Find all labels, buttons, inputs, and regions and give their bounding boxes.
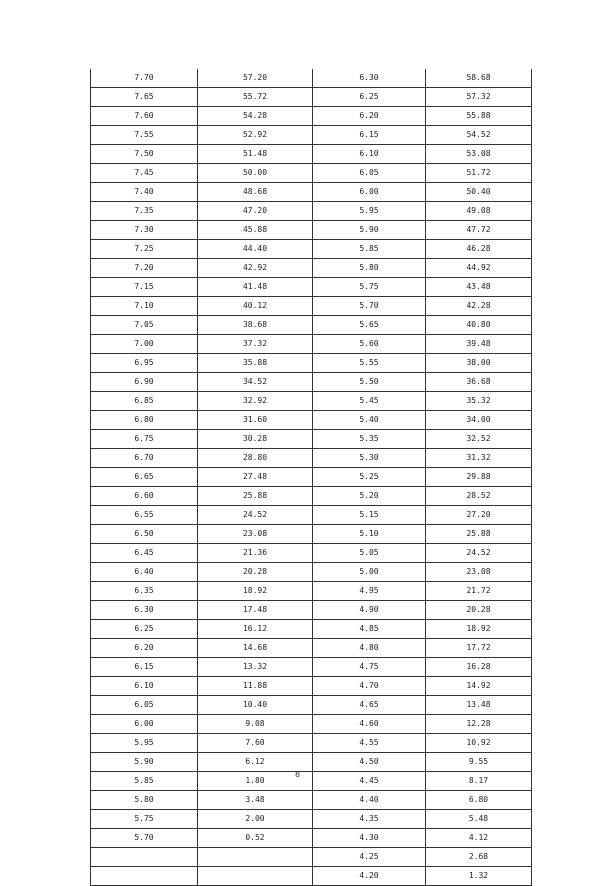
table-cell: 23.08	[426, 563, 532, 582]
table-cell: 35.88	[198, 354, 313, 373]
table-row	[91, 829, 532, 848]
table-cell: 4.70	[313, 677, 426, 696]
table-cell: 6.80	[426, 791, 532, 810]
table-cell: 38.68	[198, 316, 313, 335]
table-cell: 21.72	[426, 582, 532, 601]
table-cell: 7.25	[91, 240, 198, 259]
table-cell: 9.55	[426, 753, 532, 772]
table-cell: 5.75	[91, 810, 198, 829]
table-cell: 37.32	[198, 335, 313, 354]
table-cell: 49.08	[426, 202, 532, 221]
table-cell: 31.60	[198, 411, 313, 430]
table-cell: 6.35	[91, 582, 198, 601]
table-cell: 4.45	[313, 772, 426, 791]
table-cell: 10.92	[426, 734, 532, 753]
table-row	[91, 696, 532, 715]
table-row	[91, 506, 532, 525]
table-cell: 7.60	[91, 107, 198, 126]
table-cell: 6.00	[313, 183, 426, 202]
table-cell: 25.88	[426, 525, 532, 544]
table-row	[91, 563, 532, 582]
table-cell: 24.52	[198, 506, 313, 525]
table-cell: 4.40	[313, 791, 426, 810]
table-row	[91, 658, 532, 677]
table-row	[91, 411, 532, 430]
table-cell: 7.70	[91, 69, 198, 88]
table-cell: 7.60	[198, 734, 313, 753]
table-cell: 7.30	[91, 221, 198, 240]
table-cell: 2.68	[426, 848, 532, 867]
table-cell: 27.20	[426, 506, 532, 525]
table-cell: 6.10	[313, 145, 426, 164]
table-cell: 4.80	[313, 639, 426, 658]
table-cell: 32.92	[198, 392, 313, 411]
table-cell: 14.92	[426, 677, 532, 696]
table-cell: 6.95	[91, 354, 198, 373]
table-row	[91, 582, 532, 601]
table-cell: 7.10	[91, 297, 198, 316]
table-cell: 5.85	[91, 772, 198, 791]
table-cell: 5.25	[313, 468, 426, 487]
table-cell: 6.15	[91, 658, 198, 677]
table-cell: 6.15	[313, 126, 426, 145]
table-row	[91, 202, 532, 221]
table-row	[91, 791, 532, 810]
table-cell: 4.60	[313, 715, 426, 734]
table-cell: 3.48	[198, 791, 313, 810]
table-cell: 4.85	[313, 620, 426, 639]
table-cell: 6.40	[91, 563, 198, 582]
table-cell: 31.32	[426, 449, 532, 468]
table-cell: 43.48	[426, 278, 532, 297]
table-cell: 5.48	[426, 810, 532, 829]
table-cell: 23.08	[198, 525, 313, 544]
table-cell: 7.55	[91, 126, 198, 145]
table-row	[91, 316, 532, 335]
table-cell: 29.88	[426, 468, 532, 487]
table-cell: 7.20	[91, 259, 198, 278]
table-cell: 7.35	[91, 202, 198, 221]
table-cell: 17.48	[198, 601, 313, 620]
table-cell: 6.10	[91, 677, 198, 696]
table-cell: 6.75	[91, 430, 198, 449]
table-cell: 55.88	[426, 107, 532, 126]
table-cell: 36.68	[426, 373, 532, 392]
table-cell	[91, 848, 198, 867]
table-cell: 4.20	[313, 867, 426, 886]
table-cell: 55.72	[198, 88, 313, 107]
table-cell: 11.88	[198, 677, 313, 696]
table-cell: 1.80	[198, 772, 313, 791]
table-cell: 9.08	[198, 715, 313, 734]
table-cell: 6.70	[91, 449, 198, 468]
table-cell: 5.50	[313, 373, 426, 392]
table-cell: 47.20	[198, 202, 313, 221]
table-row	[91, 449, 532, 468]
table-cell: 6.80	[91, 411, 198, 430]
table-row	[91, 639, 532, 658]
table-cell: 6.50	[91, 525, 198, 544]
table-row	[91, 278, 532, 297]
table-cell: 48.68	[198, 183, 313, 202]
table-row	[91, 297, 532, 316]
table-cell: 21.36	[198, 544, 313, 563]
table-cell: 6.30	[91, 601, 198, 620]
table-cell: 7.15	[91, 278, 198, 297]
table-cell: 7.00	[91, 335, 198, 354]
table-cell: 8.17	[426, 772, 532, 791]
table-row	[91, 468, 532, 487]
table-cell: 13.32	[198, 658, 313, 677]
page-number: 8	[294, 770, 301, 779]
table-cell: 6.05	[313, 164, 426, 183]
table-row	[91, 373, 532, 392]
table-cell: 28.80	[198, 449, 313, 468]
table-cell: 39.48	[426, 335, 532, 354]
table-cell: 16.12	[198, 620, 313, 639]
table-cell: 4.25	[313, 848, 426, 867]
table-cell: 7.05	[91, 316, 198, 335]
table-cell: 18.92	[198, 582, 313, 601]
table-cell: 12.28	[426, 715, 532, 734]
table-cell: 6.90	[91, 373, 198, 392]
table-cell: 27.48	[198, 468, 313, 487]
table-row	[91, 259, 532, 278]
table-row	[91, 544, 532, 563]
table-cell: 42.28	[426, 297, 532, 316]
table-cell: 18.92	[426, 620, 532, 639]
table-cell: 30.28	[198, 430, 313, 449]
table-cell: 0.52	[198, 829, 313, 848]
table-cell: 54.52	[426, 126, 532, 145]
table-row	[91, 810, 532, 829]
table-cell: 6.20	[91, 639, 198, 658]
table-cell	[198, 848, 313, 867]
table-cell: 4.35	[313, 810, 426, 829]
table-cell: 7.45	[91, 164, 198, 183]
table-cell: 50.40	[426, 183, 532, 202]
table-cell: 5.00	[313, 563, 426, 582]
table-row	[91, 677, 532, 696]
table-cell: 16.28	[426, 658, 532, 677]
data-table	[90, 69, 532, 886]
table-cell: 5.60	[313, 335, 426, 354]
table-cell: 5.70	[313, 297, 426, 316]
table-cell: 47.72	[426, 221, 532, 240]
table-row	[91, 753, 532, 772]
table-cell: 41.48	[198, 278, 313, 297]
table-cell: 5.55	[313, 354, 426, 373]
table-cell: 5.45	[313, 392, 426, 411]
table-cell: 35.32	[426, 392, 532, 411]
table-cell: 7.50	[91, 145, 198, 164]
table-cell: 7.65	[91, 88, 198, 107]
table-cell: 42.92	[198, 259, 313, 278]
table-cell	[198, 867, 313, 886]
table-row	[91, 107, 532, 126]
table-cell: 51.48	[198, 145, 313, 164]
table-cell: 5.75	[313, 278, 426, 297]
table-cell: 40.80	[426, 316, 532, 335]
table-cell: 4.65	[313, 696, 426, 715]
table-cell: 4.90	[313, 601, 426, 620]
table-row	[91, 126, 532, 145]
table-cell: 34.52	[198, 373, 313, 392]
table-cell: 5.90	[91, 753, 198, 772]
table-cell: 6.30	[313, 69, 426, 88]
table-cell: 38.00	[426, 354, 532, 373]
table-cell: 4.75	[313, 658, 426, 677]
table-row	[91, 69, 532, 88]
table-row	[91, 715, 532, 734]
table-cell: 5.90	[313, 221, 426, 240]
table-cell: 6.60	[91, 487, 198, 506]
table-cell: 20.28	[198, 563, 313, 582]
table-cell: 24.52	[426, 544, 532, 563]
table-cell: 4.95	[313, 582, 426, 601]
table-row	[91, 867, 532, 886]
table-row	[91, 848, 532, 867]
table-row	[91, 183, 532, 202]
table-cell: 5.15	[313, 506, 426, 525]
table-cell: 5.80	[313, 259, 426, 278]
table-cell: 50.00	[198, 164, 313, 183]
table-cell: 6.55	[91, 506, 198, 525]
table-cell: 46.28	[426, 240, 532, 259]
table-cell: 28.52	[426, 487, 532, 506]
table-cell: 5.20	[313, 487, 426, 506]
table-cell: 45.88	[198, 221, 313, 240]
table-row	[91, 354, 532, 373]
table-cell: 54.28	[198, 107, 313, 126]
table-cell: 53.08	[426, 145, 532, 164]
table-row	[91, 525, 532, 544]
table-cell: 6.12	[198, 753, 313, 772]
table-row	[91, 430, 532, 449]
table-row	[91, 601, 532, 620]
table-row	[91, 221, 532, 240]
table-cell: 5.70	[91, 829, 198, 848]
table-cell: 2.00	[198, 810, 313, 829]
table-cell: 5.05	[313, 544, 426, 563]
table-cell	[91, 867, 198, 886]
table-cell: 5.65	[313, 316, 426, 335]
table-cell: 6.25	[91, 620, 198, 639]
table-cell: 57.32	[426, 88, 532, 107]
table-cell: 57.20	[198, 69, 313, 88]
table-cell: 34.00	[426, 411, 532, 430]
table-cell: 6.85	[91, 392, 198, 411]
table-cell: 13.48	[426, 696, 532, 715]
table-cell: 32.52	[426, 430, 532, 449]
table-cell: 20.28	[426, 601, 532, 620]
table-cell: 6.20	[313, 107, 426, 126]
table-cell: 5.85	[313, 240, 426, 259]
table-cell: 17.72	[426, 639, 532, 658]
table-cell: 5.95	[313, 202, 426, 221]
table-cell: 14.68	[198, 639, 313, 658]
table-cell: 5.30	[313, 449, 426, 468]
table-cell: 5.35	[313, 430, 426, 449]
table-row	[91, 620, 532, 639]
table-cell: 25.88	[198, 487, 313, 506]
table-cell: 7.40	[91, 183, 198, 202]
table-cell: 6.05	[91, 696, 198, 715]
table-cell: 6.45	[91, 544, 198, 563]
table-cell: 4.50	[313, 753, 426, 772]
table-cell: 6.00	[91, 715, 198, 734]
table-cell: 5.80	[91, 791, 198, 810]
table-row	[91, 240, 532, 259]
table-cell: 52.92	[198, 126, 313, 145]
table-cell: 4.12	[426, 829, 532, 848]
table-cell: 6.65	[91, 468, 198, 487]
table-cell: 4.30	[313, 829, 426, 848]
table-row	[91, 164, 532, 183]
table-row	[91, 392, 532, 411]
table-row	[91, 487, 532, 506]
table-row	[91, 734, 532, 753]
table-cell: 5.40	[313, 411, 426, 430]
table-cell: 6.25	[313, 88, 426, 107]
table-cell: 10.40	[198, 696, 313, 715]
table-cell: 40.12	[198, 297, 313, 316]
table-cell: 58.68	[426, 69, 532, 88]
table-cell: 44.92	[426, 259, 532, 278]
table-cell: 5.95	[91, 734, 198, 753]
table-body	[91, 69, 532, 886]
table-cell: 51.72	[426, 164, 532, 183]
table-cell: 5.10	[313, 525, 426, 544]
table-cell: 44.40	[198, 240, 313, 259]
table-row	[91, 88, 532, 107]
table-cell: 1.32	[426, 867, 532, 886]
table-cell: 4.55	[313, 734, 426, 753]
table-row	[91, 145, 532, 164]
table-row	[91, 335, 532, 354]
